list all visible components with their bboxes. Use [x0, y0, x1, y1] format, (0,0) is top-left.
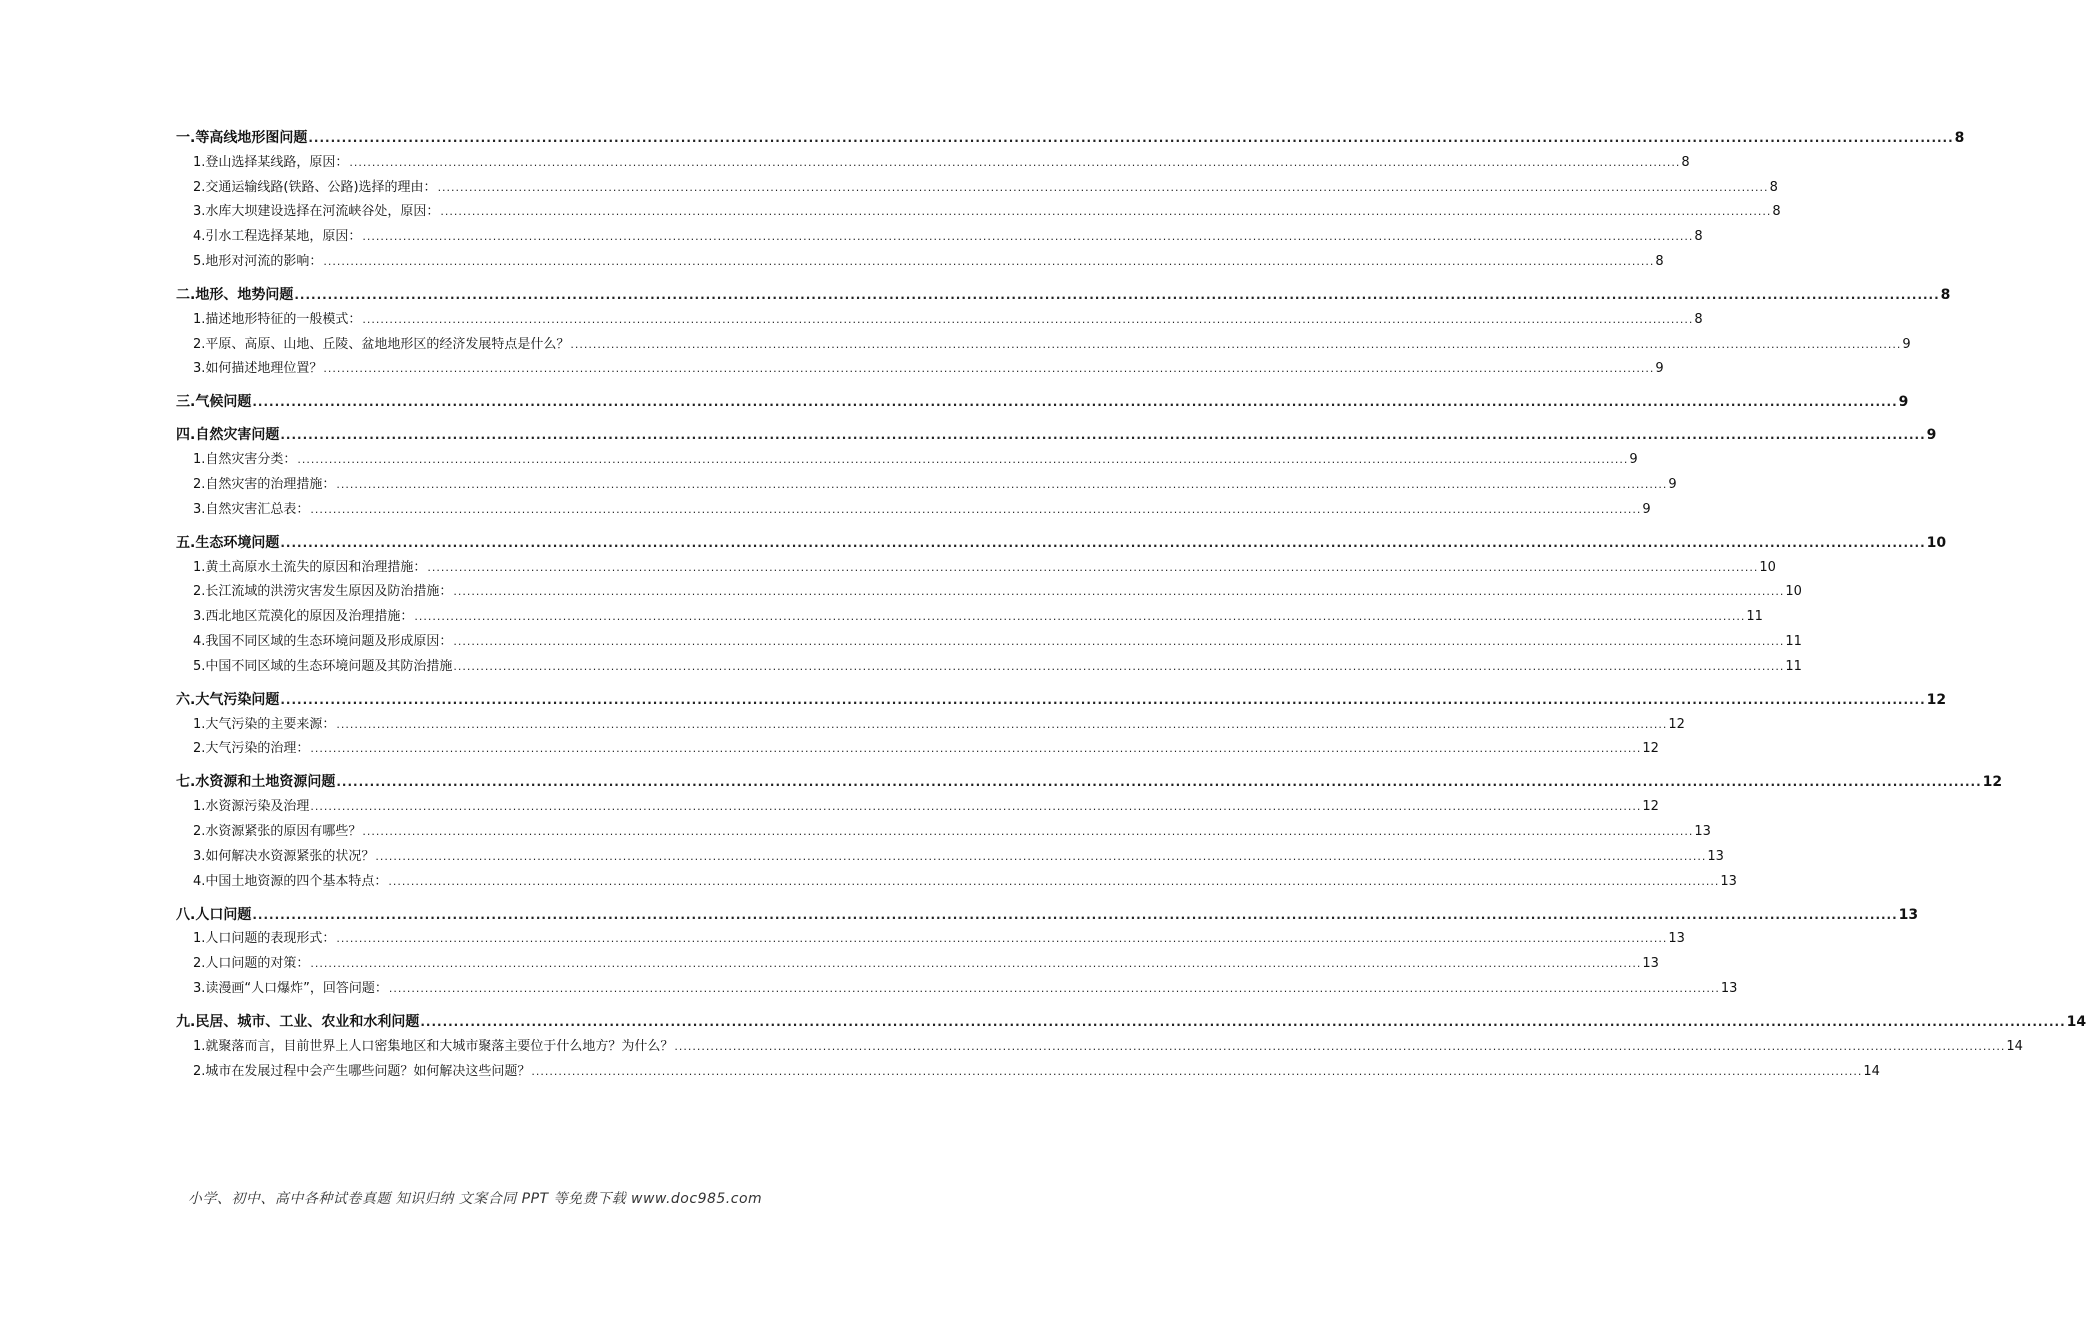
toc-page-number: 8 [1940, 286, 1951, 303]
toc-page-number: 8 [1772, 204, 1781, 220]
toc-entry-title: 3.自然灾害汇总表： [193, 501, 310, 517]
toc-page-number: 12 [1926, 691, 1947, 708]
toc-dot-leader [323, 359, 1654, 379]
toc-entry-title: 二.地形、地势问题 [176, 286, 294, 303]
toc-dot-leader [414, 607, 1745, 627]
toc-subsection-entry[interactable] [176, 872, 1737, 892]
toc-dot-leader [310, 954, 1641, 974]
toc-subsection-entry[interactable] [176, 359, 1664, 379]
toc-entry-title: 4.我国不同区域的生态环境问题及形成原因： [193, 633, 453, 649]
toc-entry-title: 九.民居、城市、工业、农业和水利问题 [176, 1013, 420, 1030]
toc-entry-title: 3.如何解决水资源紧张的状况？ [193, 848, 375, 864]
table-of-contents [176, 128, 2086, 1082]
toc-dot-leader [336, 475, 1667, 495]
toc-entry-title: 4.引水工程选择某地，原因： [193, 229, 362, 245]
toc-page-number: 12 [1668, 716, 1685, 732]
toc-subsection-entry[interactable] [176, 202, 1781, 222]
toc-section-entry[interactable] [176, 1012, 2086, 1032]
toc-entry-title: 4.中国土地资源的四个基本特点： [193, 873, 388, 889]
toc-page-number: 10 [1926, 534, 1947, 551]
toc-page-number: 14 [2066, 1013, 2086, 1030]
toc-section-entry[interactable] [176, 533, 1947, 553]
toc-dot-leader [362, 227, 1693, 247]
toc-dot-leader [280, 533, 1925, 553]
toc-entry-title: 1.黄土高原水土流失的原因和治理措施： [193, 559, 427, 575]
toc-dot-leader [531, 1062, 1862, 1082]
toc-entry-title: 1.水资源污染及治理 [193, 799, 310, 815]
toc-entry-title: 2.人口问题的对策： [193, 956, 310, 972]
toc-page-number: 11 [1785, 658, 1802, 674]
toc-page-number: 8 [1769, 179, 1778, 195]
toc-entry-title: 2.平原、高原、山地、丘陵、盆地地形区的经济发展特点是什么？ [193, 336, 570, 352]
toc-dot-leader [252, 905, 1897, 925]
toc-page-number: 13 [1668, 931, 1685, 947]
toc-section-entry[interactable] [176, 128, 1965, 148]
toc-subsection-entry[interactable] [176, 657, 1802, 677]
toc-page-number: 13 [1720, 980, 1738, 996]
toc-page-number: 12 [1642, 741, 1659, 757]
toc-dot-leader [310, 739, 1641, 759]
toc-dot-leader [336, 715, 1667, 735]
toc-dot-leader [570, 335, 1901, 355]
toc-dot-leader [294, 285, 1939, 305]
toc-subsection-entry[interactable] [176, 310, 1703, 330]
toc-dot-leader [362, 310, 1693, 330]
page-footer: 小学、初中、高中各种试卷真题 知识归纳 文案合同 PPT 等免费下载 www.doc985.com [187, 1191, 763, 1207]
toc-dot-leader [389, 979, 1720, 999]
toc-page-number: 11 [1746, 609, 1763, 625]
toc-page-number: 8 [1681, 154, 1690, 170]
toc-dot-leader [308, 128, 1953, 148]
toc-page-number: 8 [1694, 311, 1703, 327]
toc-dot-leader [323, 252, 1654, 272]
toc-page-number: 11 [1785, 633, 1802, 649]
toc-subsection-entry[interactable] [176, 822, 1711, 842]
toc-entry-title: 2.长江流域的洪涝灾害发生原因及防治措施： [193, 584, 453, 600]
toc-dot-leader [252, 392, 1897, 412]
toc-subsection-entry[interactable] [176, 227, 1703, 247]
toc-entry-title: 3.如何描述地理位置？ [193, 361, 323, 377]
toc-entry-title: 三.气候问题 [176, 394, 252, 411]
toc-subsection-entry[interactable] [176, 847, 1724, 867]
toc-dot-leader [453, 632, 1784, 652]
toc-subsection-entry[interactable] [176, 715, 1685, 735]
toc-entry-title: 五.生态环境问题 [176, 534, 280, 551]
toc-page-number: 14 [1863, 1063, 1880, 1079]
toc-dot-leader [388, 872, 1719, 892]
toc-subsection-entry[interactable] [176, 450, 1638, 470]
toc-subsection-entry[interactable] [176, 252, 1664, 272]
toc-entry-title: 5.地形对河流的影响： [193, 253, 323, 269]
toc-page-number: 9 [1668, 476, 1677, 492]
toc-dot-leader [310, 797, 1641, 817]
toc-subsection-entry[interactable] [176, 979, 1738, 999]
toc-page-number: 9 [1642, 501, 1651, 517]
toc-page-number: 9 [1902, 336, 1911, 352]
toc-page-number: 12 [1642, 799, 1659, 815]
toc-page-number: 9 [1898, 394, 1909, 411]
toc-subsection-entry[interactable] [176, 153, 1690, 173]
toc-dot-leader [310, 500, 1641, 520]
toc-page-number: 8 [1694, 229, 1703, 245]
toc-dot-leader [438, 178, 1769, 198]
toc-entry-title: 1.大气污染的主要来源： [193, 716, 336, 732]
toc-subsection-entry[interactable] [176, 558, 1776, 578]
toc-page-number: 13 [1720, 873, 1737, 889]
toc-dot-leader [453, 657, 1784, 677]
toc-entry-title: 2.交通运输线路(铁路、公路)选择的理由： [193, 179, 437, 195]
toc-page-number: 14 [2006, 1038, 2023, 1054]
toc-dot-leader [420, 1012, 2065, 1032]
toc-section-entry[interactable] [176, 772, 2003, 792]
toc-section-entry[interactable] [176, 285, 1951, 305]
toc-page-number: 8 [1954, 130, 1965, 146]
toc-subsection-entry[interactable] [176, 632, 1802, 652]
toc-page-number: 9 [1655, 361, 1664, 377]
toc-entry-title: 七.水资源和土地资源问题 [176, 774, 336, 791]
toc-subsection-entry[interactable] [176, 607, 1763, 627]
toc-dot-leader [453, 582, 1784, 602]
toc-page-number: 9 [1629, 452, 1638, 468]
toc-subsection-entry[interactable] [176, 335, 1911, 355]
toc-entry-title: 3.水库大坝建设选择在河流峡谷处，原因： [193, 204, 440, 220]
toc-dot-leader [280, 425, 1925, 445]
toc-entry-title: 3.西北地区荒漠化的原因及治理措施： [193, 609, 414, 625]
toc-section-entry[interactable] [176, 392, 1909, 412]
toc-dot-leader [349, 153, 1680, 173]
toc-page-number: 10 [1785, 584, 1802, 600]
toc-dot-leader [375, 847, 1706, 867]
toc-subsection-entry[interactable] [176, 929, 1685, 949]
toc-entry-title: 1.描述地形特征的一般模式： [193, 311, 362, 327]
toc-page-number: 10 [1759, 559, 1776, 575]
toc-section-entry[interactable] [176, 690, 1947, 710]
toc-entry-title: 一.等高线地形图问题 [176, 130, 308, 146]
toc-entry-title: 2.自然灾害的治理措施： [193, 476, 336, 492]
toc-page-number: 12 [1982, 774, 2003, 791]
toc-page-number: 8 [1655, 253, 1664, 269]
toc-subsection-entry[interactable] [176, 954, 1659, 974]
toc-entry-title: 5.中国不同区域的生态环境问题及其防治措施 [193, 658, 453, 674]
toc-entry-title: 1.登山选择某线路，原因： [193, 154, 349, 170]
toc-dot-leader [336, 772, 1981, 792]
toc-dot-leader [362, 822, 1693, 842]
toc-subsection-entry[interactable] [176, 500, 1651, 520]
toc-dot-leader [440, 202, 1771, 222]
toc-dot-leader [336, 929, 1667, 949]
toc-entry-title: 1.自然灾害分类： [193, 452, 297, 468]
toc-dot-leader [427, 558, 1758, 578]
toc-dot-leader [280, 690, 1925, 710]
toc-entry-title: 1.人口问题的表现形式： [193, 931, 336, 947]
toc-page-number: 13 [1707, 848, 1724, 864]
toc-entry-title: 2.城市在发展过程中会产生哪些问题？如何解决这些问题？ [193, 1063, 531, 1079]
toc-entry-title: 四.自然灾害问题 [176, 427, 280, 444]
toc-section-entry[interactable] [176, 425, 1937, 445]
toc-dot-leader [297, 450, 1628, 470]
toc-entry-title: 1.就聚落而言，目前世界上人口密集地区和大城市聚落主要位于什么地方？为什么？ [193, 1038, 674, 1054]
toc-entry-title: 八.人口问题 [176, 906, 252, 923]
toc-entry-title: 3.读漫画“人口爆炸”，回答问题： [193, 980, 388, 996]
toc-subsection-entry[interactable] [176, 739, 1659, 759]
toc-page-number: 13 [1642, 956, 1659, 972]
toc-subsection-entry[interactable] [176, 582, 1802, 602]
toc-subsection-entry[interactable] [176, 475, 1677, 495]
toc-dot-leader [674, 1037, 2005, 1057]
toc-subsection-entry[interactable] [176, 1037, 2023, 1057]
toc-subsection-entry[interactable] [176, 1062, 1880, 1082]
toc-section-entry[interactable] [176, 905, 1919, 925]
toc-subsection-entry[interactable] [176, 797, 1659, 817]
toc-entry-title: 2.大气污染的治理： [193, 741, 310, 757]
toc-subsection-entry[interactable] [176, 178, 1778, 198]
toc-page-number: 13 [1898, 906, 1919, 923]
toc-page-number: 13 [1694, 823, 1711, 839]
toc-entry-title: 六.大气污染问题 [176, 691, 280, 708]
toc-page-number: 9 [1926, 427, 1937, 444]
toc-entry-title: 2.水资源紧张的原因有哪些？ [193, 823, 362, 839]
